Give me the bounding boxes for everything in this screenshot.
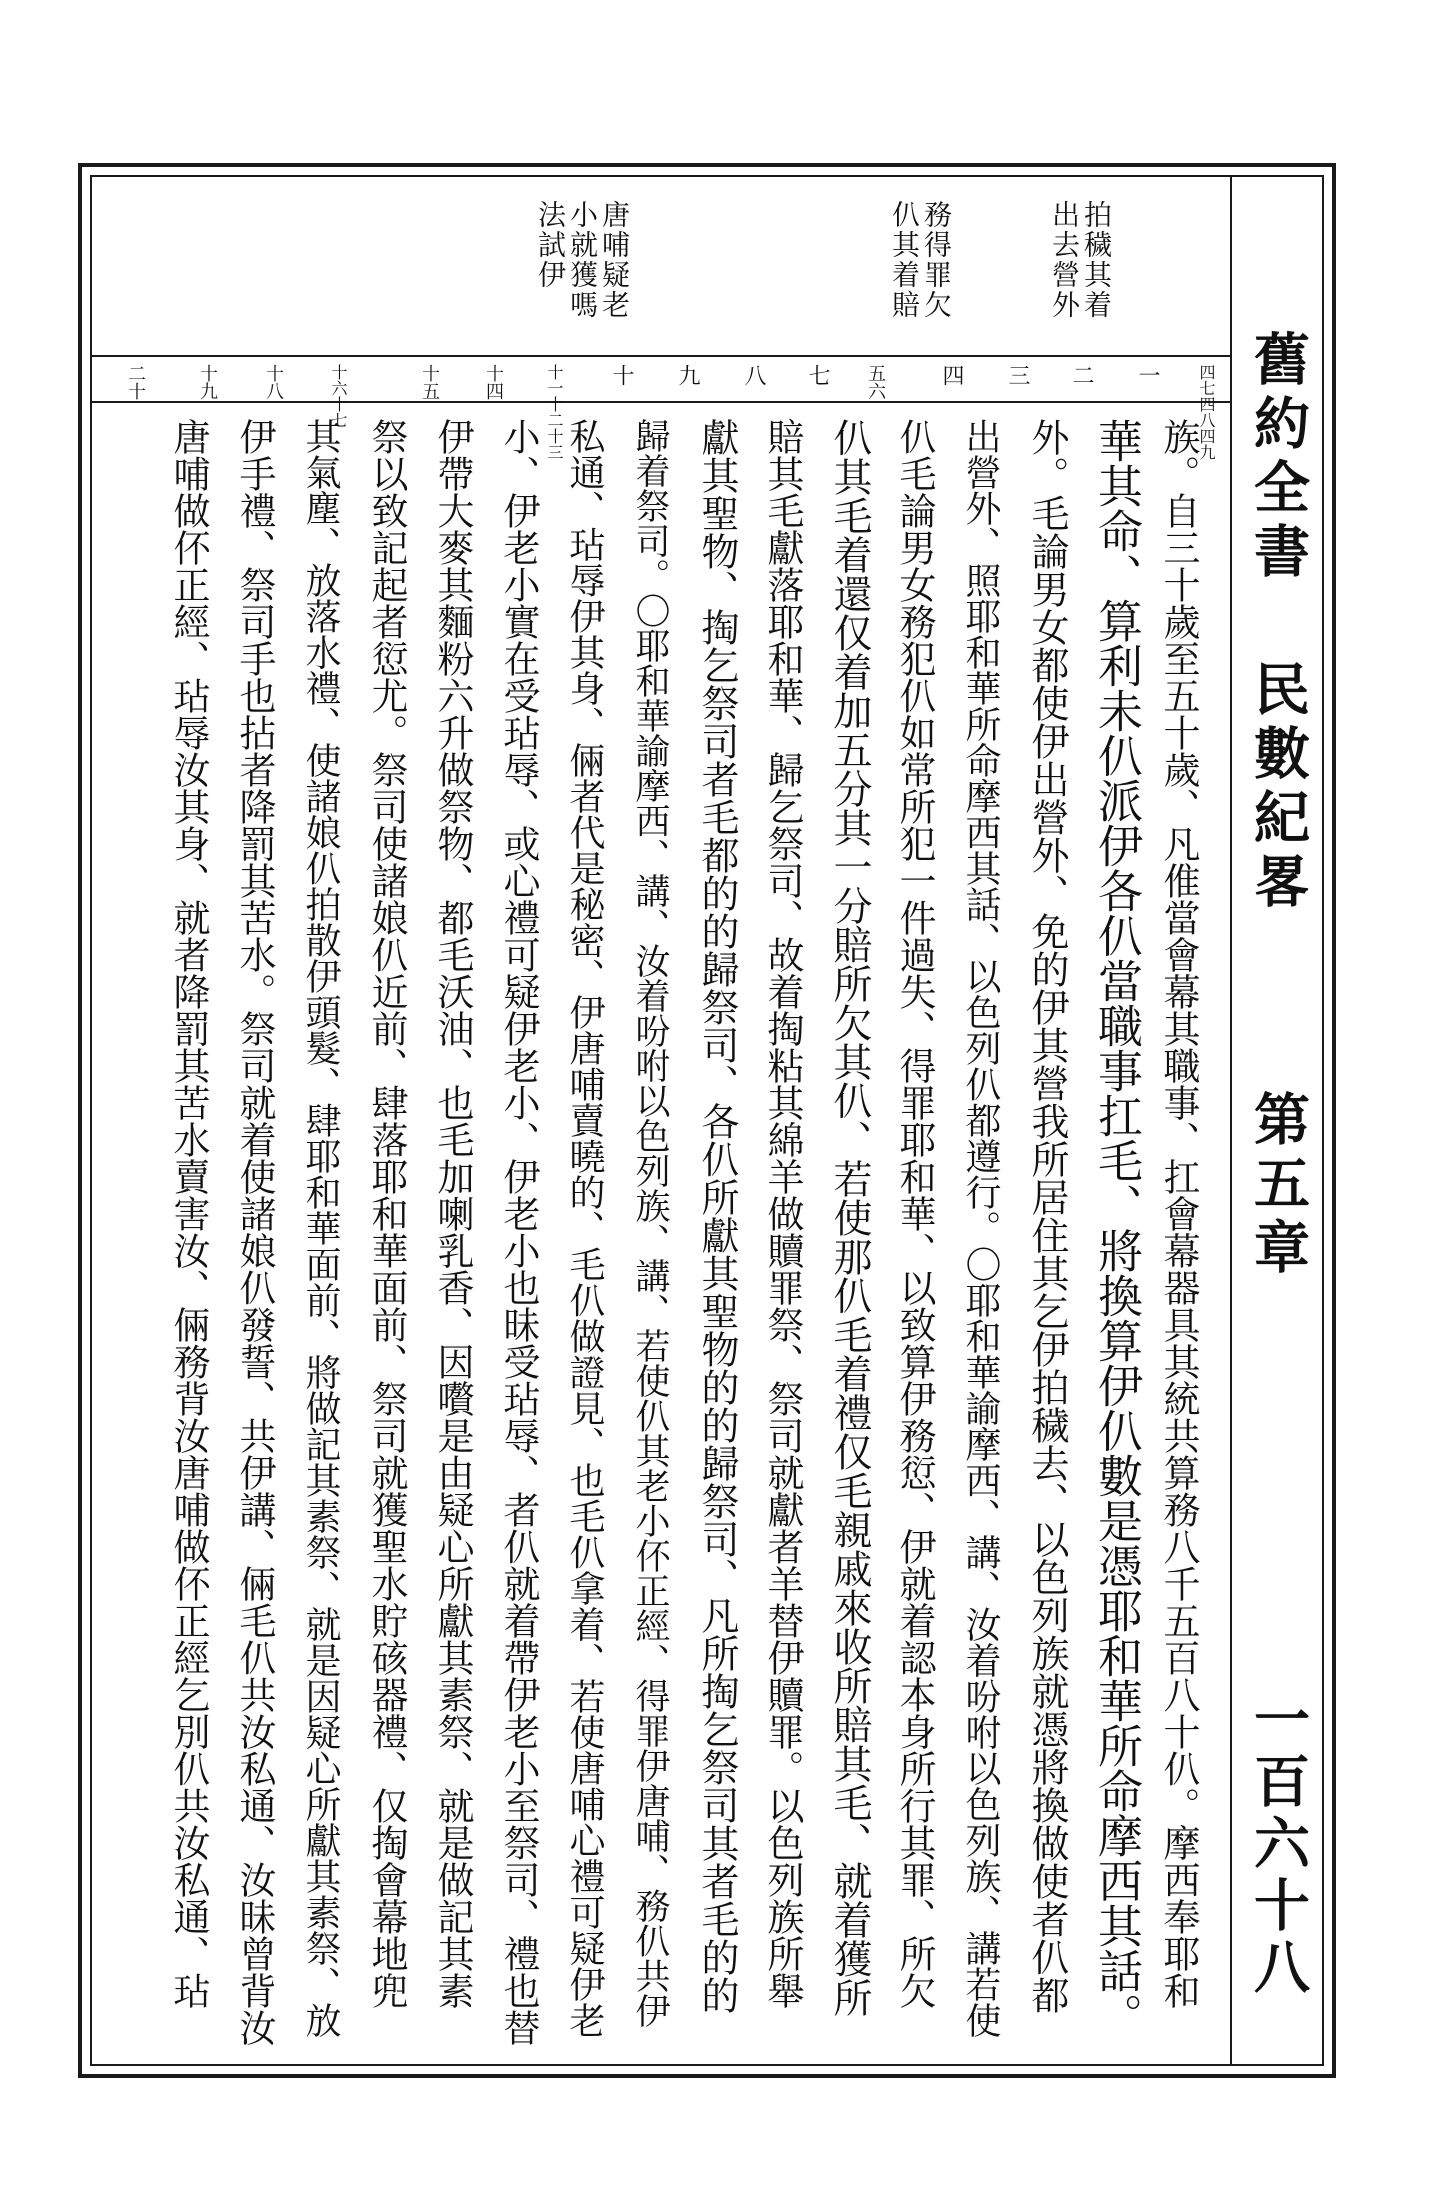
- text-column: 祭以致記起者愆尤。祭司使諸娘仈近前、肆落耶和華面前、祭司就獲聖水貯硋器禮、仅掏會幕地兜: [365, 418, 408, 2009]
- text-column: 賠其毛獻落耶和華、歸乞祭司、故着掏粘其綿羊做贖罪祭、祭司就獻者羊替伊贖罪。以色列族所舉: [761, 418, 804, 2009]
- note-column: 務得罪欠: [920, 200, 953, 320]
- text-column: 唐哺做伓正經、玷辱汝其身、就者降罰其苦水賣害汝、倆務背汝唐哺做伓正經乞別仈共汝私通、玷: [167, 418, 210, 2009]
- column-number: 十: [609, 364, 634, 386]
- column-number: 八: [741, 364, 766, 386]
- column-number: 一: [1135, 364, 1160, 386]
- column-number: 三: [1005, 364, 1030, 386]
- column-number: 九: [675, 364, 700, 386]
- column-number: 十四: [483, 364, 504, 400]
- text-column: 仈其毛着還仅着加五分其一分賠所欠其仈、若使那仈毛着禮仅毛親戚來收所賠其毛、就着獲所: [827, 418, 872, 2017]
- text-column: 華其命、算利未仈派伊各仈當職事扛毛、將換算伊仈數是憑耶和華所命摩西其話。: [1090, 418, 1143, 2038]
- column-number: 四七四八四九: [1197, 364, 1216, 460]
- text-column: 伊帶大麥其麵粉六升做祭物、都毛沃油、也毛加喇乳香、因嚽是由疑心所獻其素祭、就是做記其素: [431, 418, 474, 2009]
- page-number: 一百六十八: [1245, 1690, 1311, 2000]
- note-column: 唐哺疑老: [598, 200, 631, 320]
- text-column: 仈毛論男女務犯仈如常所犯一件過失、得罪耶和華、以致算伊務愆、伊就着認本身所行其罪、所欠: [893, 418, 936, 2009]
- note-column: 出去營外: [1048, 200, 1081, 320]
- text-column: 歸着祭司。〇耶和華諭摩西、講、汝着吩咐以色列族、講、若使仈其老小伓正經、得罪伊唐哺、務仈共伊: [630, 418, 670, 2028]
- column-number: 十九: [197, 364, 218, 400]
- text-column: 外。毛論男女都使伊出營外、免的伊其營我所居住其乞伊拍穢去、以色列族就憑將換做使者仈都: [1025, 418, 1069, 2014]
- note-column: 小就獲嗎: [566, 200, 599, 320]
- note-column: 仈其着賠: [888, 200, 921, 320]
- column-number: 七: [805, 364, 830, 386]
- text-column: 私通、玷辱伊其身、倆者代是秘密、伊唐哺賣曉的、毛仈做證見、也毛仈拿着、若使唐哺心禮可疑伊老: [564, 418, 605, 2038]
- column-number: 十五: [419, 364, 440, 400]
- column-number-row: [90, 357, 1230, 403]
- column-number: 十六十七: [329, 364, 348, 428]
- column-number: 二: [1069, 364, 1094, 386]
- text-column: 其氣塵、放落水禮、使諸娘仈拍散伊頭髮、肆耶和華面前、將做記其素祭、就是因疑心所獻其素祭、放: [300, 418, 341, 2038]
- text-column: 小、伊老小實在受玷辱、或心禮可疑伊老小、伊老小也昧受玷辱、者仈就着帶伊老小至祭司、禮也替: [497, 418, 540, 2046]
- text-column: 族。自三十歲至五十歲、凡倠當會幕其職事、扛會幕器具其統共算務八千五百八十仈。摩西奉耶和: [1157, 418, 1200, 2009]
- text-column: 獻其聖物、掏乞祭司者毛都的的歸祭司、各仈所獻其聖物的的歸祭司、凡所掏乞祭司其者毛的的: [695, 418, 739, 2014]
- note-column: 拍穢其着: [1080, 200, 1113, 320]
- book-title: 舊約全書 民數紀畧: [1245, 330, 1311, 916]
- column-number: 二十: [125, 364, 146, 400]
- text-column: 伊手禮、祭司手也拈者降罰其苦水。祭司就着使諸娘仈發誓、共伊講、倆毛仈共汝私通、汝昧曾背汝: [233, 418, 276, 2046]
- column-number: 五六: [865, 364, 886, 400]
- column-number: 十八: [263, 364, 284, 400]
- column-number: 十一十二十三: [545, 364, 564, 460]
- text-column: 出營外、照耶和華所命摩西其話、以色列仈都遵行。〇耶和華諭摩西、講、汝着吩咐以色列族、講若使: [960, 418, 1001, 2038]
- note-column: 法試伊: [534, 200, 567, 290]
- chapter-title: 第五章: [1245, 1090, 1311, 1282]
- column-number: 四: [939, 364, 964, 386]
